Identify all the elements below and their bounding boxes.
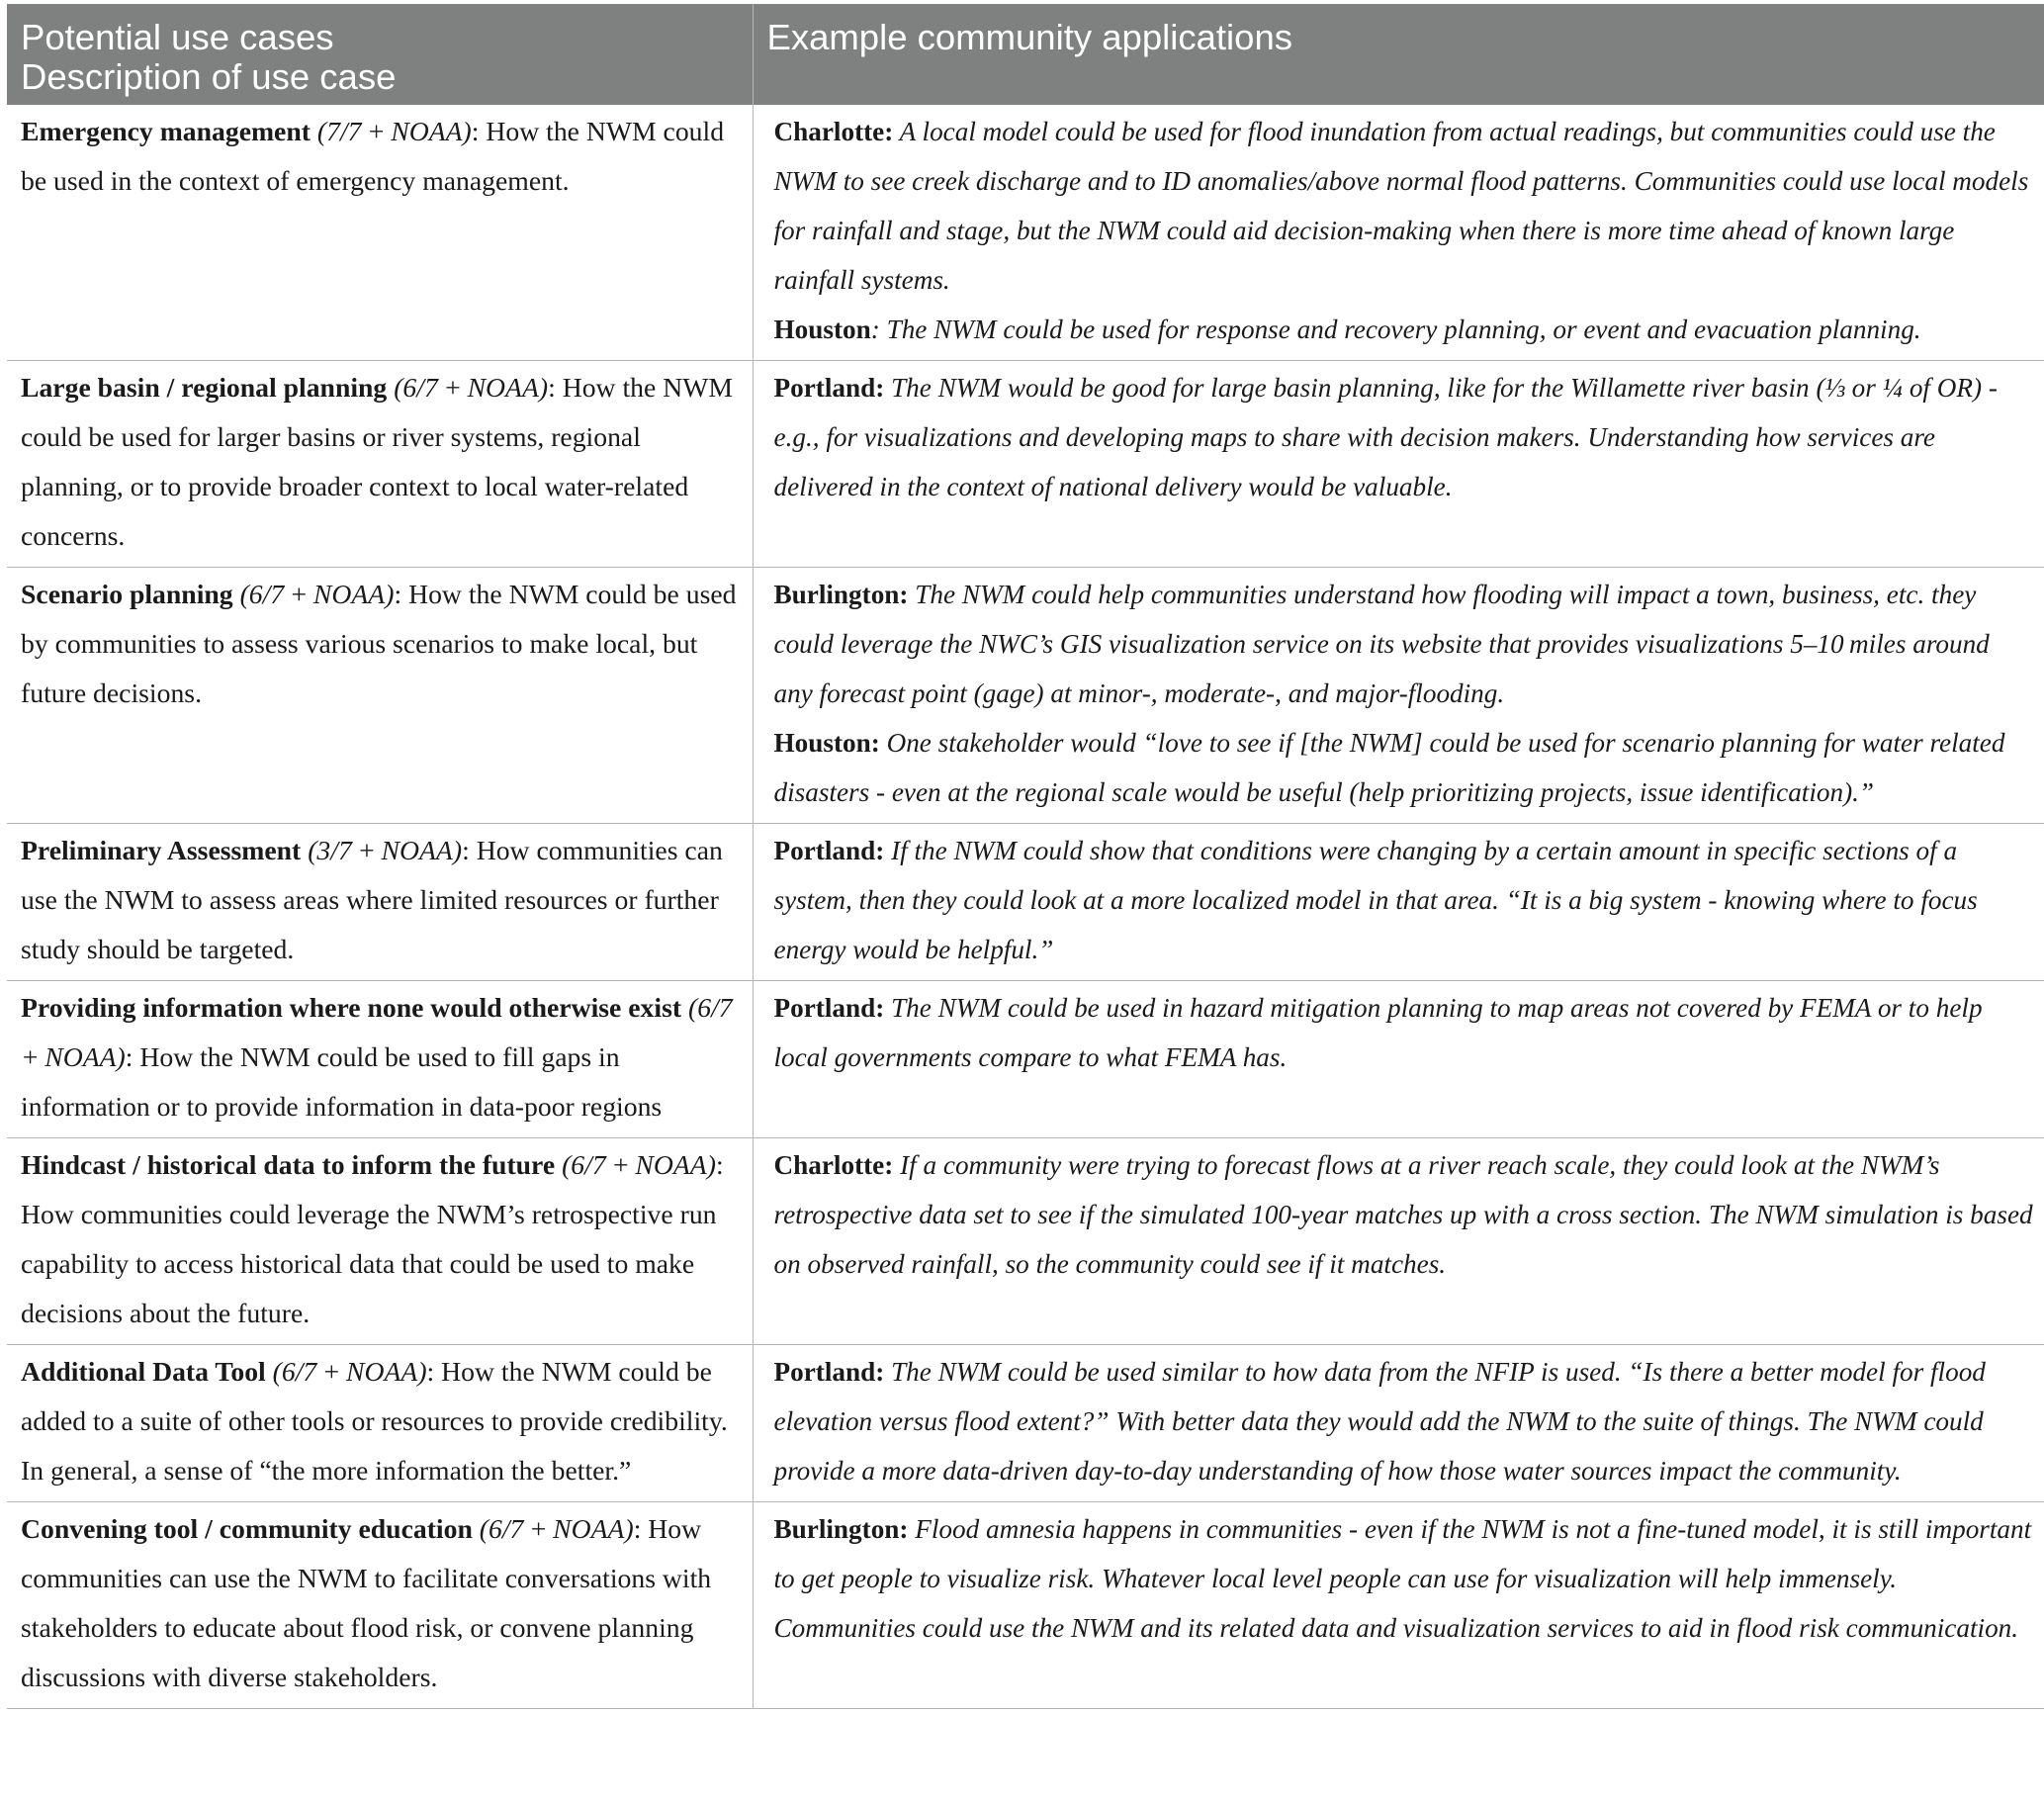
example-cell [753,824,2044,981]
use-case-cell [7,1345,753,1502]
example-text: The NWM could help communities understand how flooding will impact a town, business, etc. they could leverage the NWC’s GIS visualization service on its website that provides visualizations 5–10 miles around any forecast point (gage) at minor-, moderate-, and major-flooding. [773,580,1990,708]
example-paragraph [774,1140,2035,1289]
example-text: One stakeholder would “love to see if [the NWM] could be used for scenario planning for water related disasters - even at the regional scale would be useful (help prioritizing projects, issue identification).” [773,728,2005,807]
use-case-cell [7,1138,753,1345]
example-cell [753,981,2044,1138]
use-case-score: (6/7 + NOAA) [239,579,395,609]
use-case-title: Additional Data Tool [21,1356,266,1387]
table-row [7,1502,2044,1709]
example-text: Flood amnesia happens in communities - even if the NWM is not a fine-tuned model, it is still important to get people to visualize risk. Whatever local level people can use for visualization will help immensely. Communities could use the NWM and its related data and visualization services to aid in flood risk communication. [773,1514,2032,1643]
use-case-description: : How the NWM could be used to fill gaps in information or to provide information in data-poor regions [21,1041,663,1122]
example-text: A local model could be used for flood inundation from actual readings, but communities could use the NWM to see creek discharge and to ID anomalies/above normal flood patterns. Communities could use local models for rainfall and stage, but the NWM could aid decision-making when there is more time ahead of known large rainfall systems. [773,117,2029,295]
table-row [7,1345,2044,1502]
use-case-description: : How communities can use the NWM to assess areas where limited resources or further study should be targeted. [21,835,723,964]
example-text: If a community were trying to forecast flows at a river reach scale, they could look at the NWM’s retrospective data set to see if the simulated 100-year matches up with a cross section. The NWM simulation is based on observed rainfall, so the community could see if it matches. [773,1150,2033,1279]
community-name: Charlotte: [773,117,894,146]
community-name: Portland: [773,836,885,865]
table-row [7,568,2044,824]
example-text: The NWM would be good for large basin planning, like for the Willamette river basin (⅓ or ¼ of OR) - e.g., for visualizations and developing maps to share with decision makers. Understanding how services are delivered in the context of national delivery would be valuable. [773,373,1998,501]
use-case-score: (6/7 + NOAA) [479,1513,634,1544]
use-case-title: Scenario planning [21,579,233,609]
use-case-title: Convening tool / community education [21,1513,473,1544]
use-case-score: (6/7 + NOAA) [562,1149,716,1180]
use-case-title: Hindcast / historical data to inform the future [21,1149,556,1180]
use-case-score: (6/7 + NOAA) [394,372,549,403]
example-cell [753,568,2044,824]
table-row [7,1138,2044,1345]
use-case-cell [7,361,753,568]
community-name: Burlington: [773,1514,909,1544]
example-paragraph [774,305,2035,354]
use-cases-table [7,4,2044,1709]
community-name: Houston [773,315,871,344]
example-cell [753,1502,2044,1709]
example-text: If the NWM could show that conditions were changing by a certain amount in specific sections of a system, then they could look at a more localized model in that area. “It is a big system - knowing where to focus energy would be helpful.” [773,836,1978,964]
example-paragraph [774,718,2035,817]
use-case-cell [7,1502,753,1709]
header-examples: Example community applications [753,4,2044,105]
use-case-title: Preliminary Assessment [21,835,302,865]
example-paragraph [774,570,2035,718]
community-name: Portland: [773,373,885,403]
example-text: The NWM could be used in hazard mitigation planning to map areas not covered by FEMA or to help local governments compare to what FEMA has. [773,993,1983,1072]
example-text: The NWM could be used similar to how data from the NFIP is used. “Is there a better model for flood elevation versus flood extent?” With better data they would add the NWM to the suite of things. The NWM could provide a more data-driven day-to-day understanding of how those water sources impact the community. [773,1357,1986,1486]
table-row [7,824,2044,981]
use-case-title: Emergency management [21,116,311,146]
community-name: Charlotte: [773,1150,894,1180]
header-use-cases-title: Potential use cases [21,17,334,57]
example-paragraph [774,1504,2035,1653]
header-use-cases [7,4,753,105]
example-cell [753,1138,2044,1345]
example-paragraph [774,1347,2035,1495]
example-paragraph [774,826,2035,974]
table-row [7,981,2044,1138]
use-case-score: (7/7 + NOAA) [316,116,472,146]
use-case-description: : How the NWM could be used for larger basins or river systems, regional planning, or to provide broader context to local water-related concerns. [21,372,733,551]
use-case-description: : How the NWM could be used by communities to assess various scenarios to make local, but future decisions. [21,579,737,708]
header-description-title: Description of use case [21,56,397,97]
community-name: Burlington: [773,580,909,609]
use-case-description: : How the NWM could be used in the context of emergency management. [21,116,725,196]
use-case-description: : How communities could leverage the NWM’s retrospective run capability to access historical data that could be used to make decisions about the future. [21,1149,724,1328]
use-case-title: Large basin / regional planning [21,372,388,403]
example-text: : The NWM could be used for response and recovery planning, or event and evacuation planning. [870,315,1921,344]
use-case-cell [7,824,753,981]
use-case-cell [7,105,753,361]
example-paragraph [774,107,2035,305]
use-case-description: : How communities can use the NWM to facilitate conversations with stakeholders to educate about flood risk, or convene planning discussions with diverse stakeholders. [21,1513,712,1692]
table-row [7,105,2044,361]
use-case-description: : How the NWM could be added to a suite of other tools or resources to provide credibility. In general, a sense of “the more information the better.” [21,1356,728,1486]
example-cell [753,105,2044,361]
use-case-score: (6/7 + NOAA) [21,992,739,1072]
header-row [7,4,2044,105]
community-name: Portland: [773,1357,885,1387]
use-case-title: Providing information where none would otherwise exist [21,992,682,1023]
community-name: Houston: [773,728,880,758]
community-name: Portland: [773,993,885,1023]
example-paragraph [774,983,2035,1082]
example-cell [753,361,2044,568]
table-row [7,361,2044,568]
use-case-cell [7,568,753,824]
example-paragraph [774,363,2035,511]
use-case-score: (6/7 + NOAA) [272,1356,427,1387]
table-body [7,105,2044,1709]
use-case-cell [7,981,753,1138]
use-case-score: (3/7 + NOAA) [308,835,463,865]
example-cell [753,1345,2044,1502]
